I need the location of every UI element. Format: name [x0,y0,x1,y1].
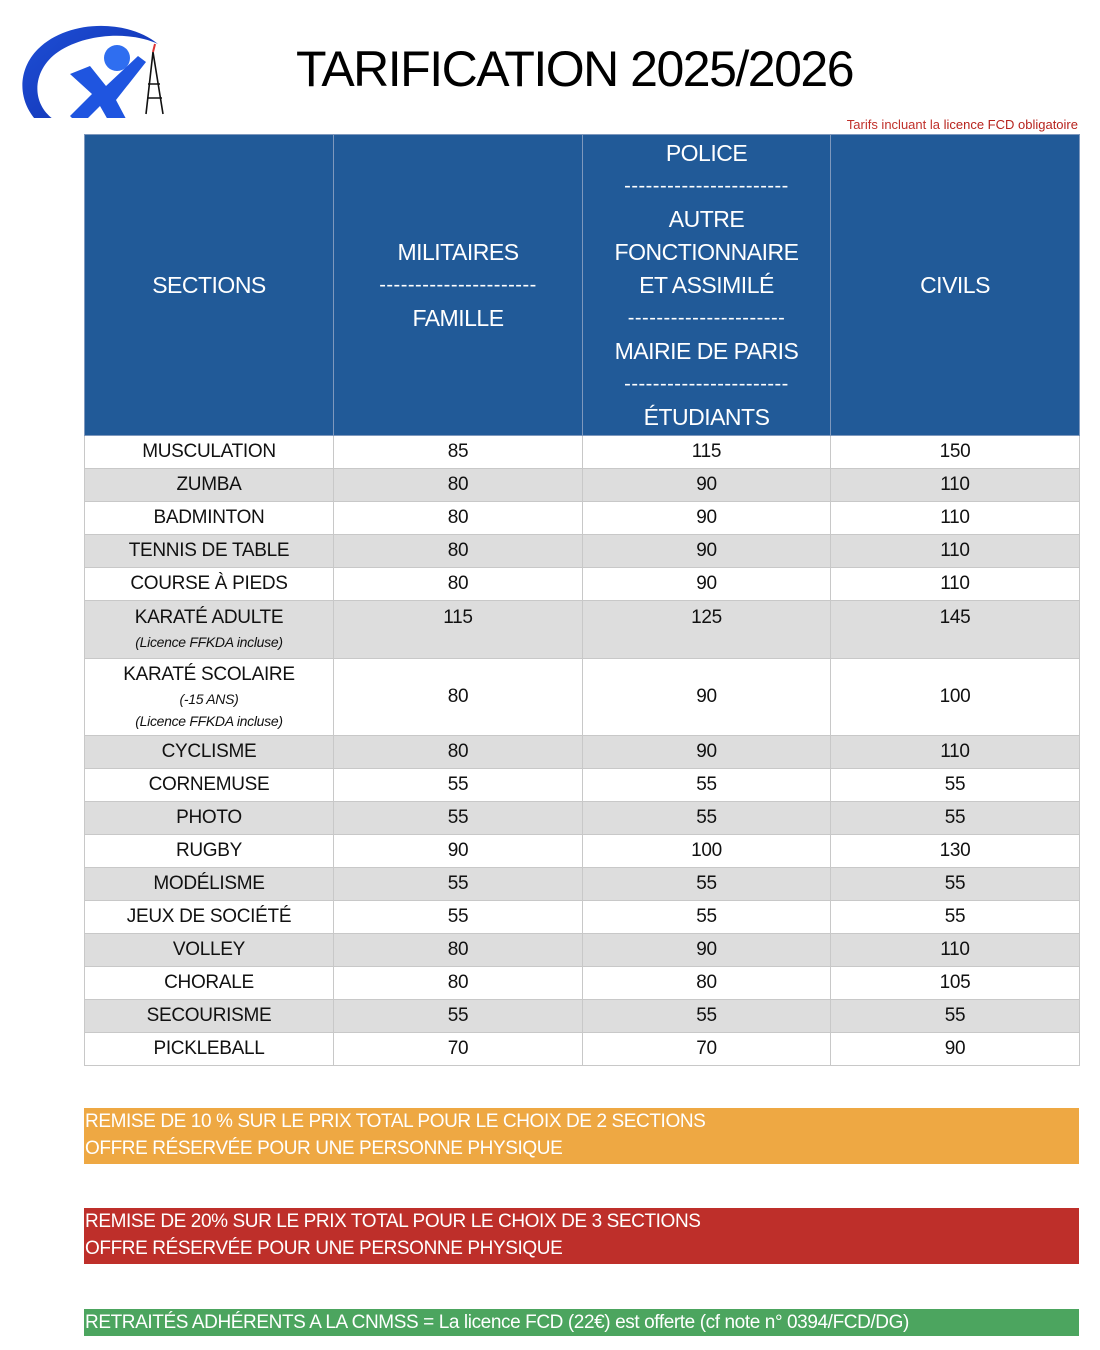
discount-two-sections-banner [84,1108,1079,1164]
price-police: 125 [583,601,831,659]
price-civils: 110 [831,535,1080,568]
table-row [85,436,1080,469]
price-militaires: 55 [334,868,583,901]
price-police: 90 [583,934,831,967]
price-civils: 55 [831,868,1080,901]
table-row [85,736,1080,769]
banner-line: OFFRE RÉSERVÉE POUR UNE PERSONNE PHYSIQUE [85,1238,563,1259]
price-police: 80 [583,967,831,1000]
price-civils: 110 [831,469,1080,502]
price-militaires: 85 [334,436,583,469]
section-note: (Licence FFKDA incluse) [135,634,283,650]
section-name: PICKLEBALL [85,1033,334,1066]
price-civils: 110 [831,568,1080,601]
section-name: VOLLEY [85,934,334,967]
section-name: CORNEMUSE [85,769,334,802]
price-militaires: 115 [334,601,583,659]
price-civils: 100 [831,659,1080,736]
table-row [85,769,1080,802]
price-civils: 110 [831,934,1080,967]
price-police: 90 [583,502,831,535]
section-note: (-15 ANS) [179,691,239,707]
price-police: 90 [583,568,831,601]
table-row [85,835,1080,868]
table-row [85,502,1080,535]
price-militaires: 55 [334,802,583,835]
section-name: PHOTO [85,802,334,835]
table-row [85,802,1080,835]
header-separator: ---------------------- [627,306,786,329]
section-name: KARATÉ ADULTE (Licence FFKDA incluse) [85,601,334,659]
price-militaires: 70 [334,1033,583,1066]
price-militaires: 90 [334,835,583,868]
price-militaires: 80 [334,502,583,535]
section-name: MODÉLISME [85,868,334,901]
price-militaires: 80 [334,469,583,502]
price-police: 55 [583,1000,831,1033]
price-civils: 110 [831,502,1080,535]
table-row [85,469,1080,502]
section-name: MUSCULATION [85,436,334,469]
table-row [85,868,1080,901]
section-name: KARATÉ SCOLAIRE (-15 ANS) (Licence FFKDA incluse) [85,659,334,736]
price-civils: 55 [831,1000,1080,1033]
banner-line: REMISE DE 20% SUR LE PRIX TOTAL POUR LE CHOIX DE 3 SECTIONS [85,1211,701,1232]
section-name: RUGBY [85,835,334,868]
page-title: TARIFICATION 2025/2026 [296,41,854,97]
table-row [85,535,1080,568]
table-row [85,934,1080,967]
price-militaires: 55 [334,769,583,802]
table-row [85,568,1080,601]
discount-three-sections-banner [84,1208,1079,1264]
price-civils: 105 [831,967,1080,1000]
banner-line: OFFRE RÉSERVÉE POUR UNE PERSONNE PHYSIQUE [85,1138,563,1159]
price-militaires: 80 [334,568,583,601]
price-civils: 150 [831,436,1080,469]
table-row [85,967,1080,1000]
section-name: CHORALE [85,967,334,1000]
section-note: (Licence FFKDA incluse) [135,713,283,729]
price-civils: 55 [831,802,1080,835]
header-separator: ---------------------- [379,273,537,296]
price-militaires: 80 [334,659,583,736]
price-militaires: 55 [334,1000,583,1033]
price-police: 90 [583,659,831,736]
header-separator: ----------------------- [624,372,789,395]
price-police: 55 [583,802,831,835]
price-civils: 55 [831,901,1080,934]
banner-line: RETRAITÉS ADHÉRENTS A LA CNMSS = La licence FCD (22€) est offerte (cf note n° 0394/FCD/DG) [85,1312,909,1333]
price-militaires: 55 [334,901,583,934]
section-name: JEUX DE SOCIÉTÉ [85,901,334,934]
license-note-emphasis: licence FCD obligatoire [943,117,1078,132]
table-row [85,901,1080,934]
price-civils: 90 [831,1033,1080,1066]
table-header-row [85,135,1080,436]
price-militaires: 80 [334,934,583,967]
price-police: 90 [583,535,831,568]
section-name: COURSE À PIEDS [85,568,334,601]
section-name: ZUMBA [85,469,334,502]
banner-line: REMISE DE 10 % SUR LE PRIX TOTAL POUR LE CHOIX DE 2 SECTIONS [85,1111,706,1132]
section-name: SECOURISME [85,1000,334,1033]
price-police: 100 [583,835,831,868]
header-separator: ----------------------- [624,174,789,197]
table-row [85,601,1080,659]
price-civils: 130 [831,835,1080,868]
price-civils: 55 [831,769,1080,802]
price-civils: 110 [831,736,1080,769]
section-name: TENNIS DE TABLE [85,535,334,568]
price-police: 90 [583,736,831,769]
price-militaires: 80 [334,736,583,769]
price-militaires: 80 [334,967,583,1000]
column-header-militaires: MILITAIRES ---------------------- FAMILLE [334,135,583,436]
price-police: 55 [583,769,831,802]
price-police: 70 [583,1033,831,1066]
price-police: 55 [583,901,831,934]
column-header-civils: CIVILS [831,135,1080,436]
section-name: CYCLISME [85,736,334,769]
price-police: 90 [583,469,831,502]
table-row [85,1033,1080,1066]
price-police: 115 [583,436,831,469]
table-row [85,659,1080,736]
column-header-police: POLICE ----------------------- AUTRE FONCTIONNAIRE ET ASSIMILÉ ---------------------- MAIRIE DE PARIS ----------------------- ÉTUDIANTS [583,135,831,436]
price-militaires: 80 [334,535,583,568]
license-note [847,117,1078,132]
price-civils: 145 [831,601,1080,659]
price-police: 55 [583,868,831,901]
section-name: BADMINTON [85,502,334,535]
column-header-sections: SECTIONS [85,135,334,436]
retired-members-banner [84,1309,1079,1336]
table-row [85,1000,1080,1033]
pricing-table [84,134,1080,1066]
license-note-prefix: Tarifs incluant la [846,117,944,132]
